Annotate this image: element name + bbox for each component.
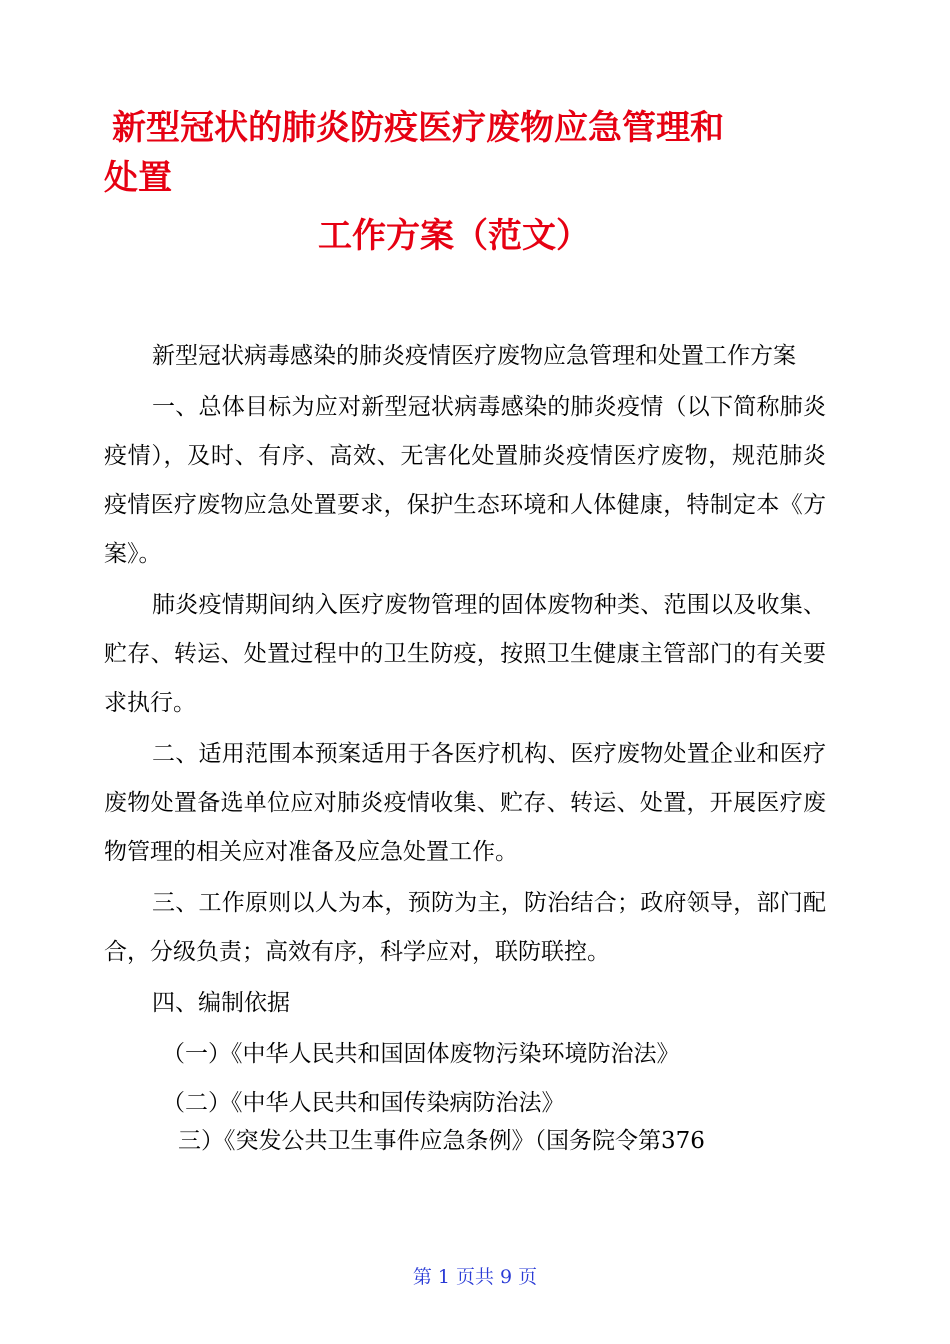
page-footer: 第 1 页共 9 页	[412, 1266, 538, 1288]
document-title-line-2: 处置	[104, 158, 172, 198]
paragraph-scope-of-waste: 肺炎疫情期间纳入医疗废物管理的固体废物种类、范围以及收集、贮存、转运、处置过程中的卫生防疫，按照卫生健康主管部门的有关要求执行。	[104, 592, 826, 716]
document-body	[104, 332, 826, 1154]
reference-item-3: 三）《突发公共卫生事件应急条例》（国务院令第376	[178, 1128, 705, 1154]
paragraph-work-principles: 三、工作原则以人为本，预防为主，防治结合；政府领导，部门配合，分级负责；高效有序，科学应对，联防联控。	[104, 890, 826, 965]
paragraph-basis-heading: 四、编制依据	[152, 990, 290, 1016]
paragraph-overall-goal: 一、总体目标为应对新型冠状病毒感染的肺炎疫情（以下简称肺炎疫情），及时、有序、高效、无害化处置肺炎疫情医疗废物，规范肺炎疫情医疗废物应急处置要求，保护生态环境和人体健康，特制定本《方案》。	[104, 394, 826, 567]
reference-item-1: （一）《中华人民共和国固体废物污染环境防治法》	[162, 1041, 680, 1067]
document-title-line-1: 新型冠状的肺炎防疫医疗废物应急管理和	[112, 108, 724, 148]
reference-item-2: （二）《中华人民共和国传染病防治法》	[162, 1090, 565, 1116]
document-title-line-3: 工作方案（范文）	[318, 216, 590, 256]
paragraph-intro: 新型冠状病毒感染的肺炎疫情医疗废物应急管理和处置工作方案	[152, 343, 796, 369]
paragraph-applicable-scope: 二、适用范围本预案适用于各医疗机构、医疗废物处置企业和医疗废物处置备选单位应对肺炎疫情收集、贮存、转运、处置，开展医疗废物管理的相关应对准备及应急处置工作。	[104, 741, 826, 865]
